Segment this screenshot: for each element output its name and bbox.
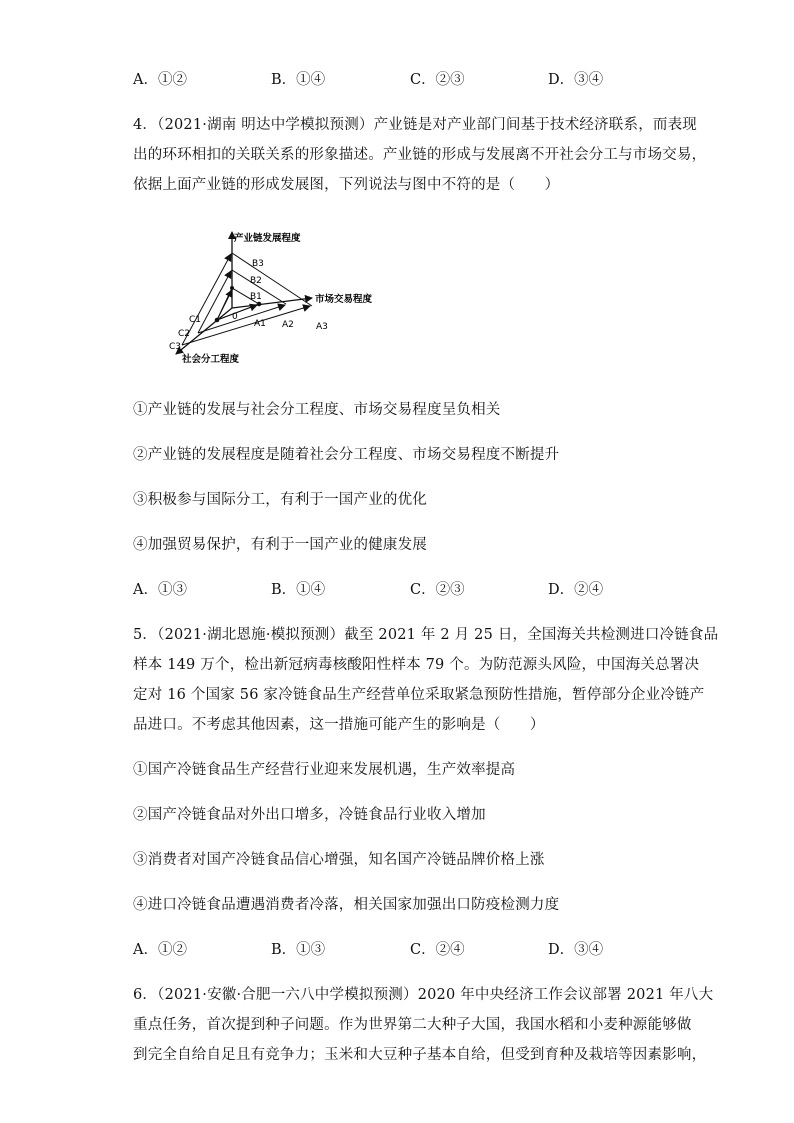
q4-option-d[interactable]: D．②④ [548, 582, 604, 598]
q4-options [133, 578, 693, 600]
q6-stem-line-3: 到完全自给自足且有竞争力；玉米和大豆种子基本自给，但受到育种及栽培等因素影响， [133, 1047, 707, 1063]
q6-stem-line-2: 重点任务，首次提到种子问题。作为世界第二大种子大国，我国水稻和小麦种源能够做 [133, 1017, 692, 1033]
q5-stem-line-3: 定对 16 个国家 56 家冷链食品生产经营单位采取紧急预防性措施，暂停部分企业冷链产 [133, 687, 705, 703]
label-b1: B1 [250, 292, 262, 302]
q3-option-b[interactable]: B．①④ [271, 72, 326, 88]
label-b2: B2 [250, 276, 262, 286]
label-c2: C2 [178, 329, 191, 339]
y-axis-label: 产业链发展程度 [234, 233, 301, 244]
q5-option-d[interactable]: D．③④ [548, 942, 604, 958]
label-a1: A1 [254, 319, 266, 329]
q4-statement-1: ①产业链的发展与社会分工程度、市场交易程度呈负相关 [133, 402, 501, 418]
q4-option-b[interactable]: B．①④ [271, 582, 326, 598]
q5-stem-line-1: 5．（2021·湖北恩施·模拟预测）截至 2021 年 2 月 25 日，全国海关共检测进口冷链食品 [133, 627, 719, 643]
q4-option-c[interactable]: C．②③ [410, 582, 465, 598]
q4-stem-line-2: 出的环环相扣的关联关系的形象描述。产业链的形成与发展离不开社会分工与市场交易， [133, 147, 707, 163]
industry-chain-diagram [160, 226, 390, 370]
q5-stem-line-4: 品进口。不考虑其他因素，这一措施可能产生的影响是（ ） [133, 717, 545, 733]
label-b3: B3 [252, 259, 264, 269]
q3-option-d[interactable]: D．③④ [548, 72, 604, 88]
q3-option-a[interactable]: A．①② [133, 72, 187, 88]
x-axis-label: 市场交易程度 [315, 294, 373, 305]
q4-option-a[interactable]: A．①③ [133, 582, 187, 598]
label-a2: A2 [282, 320, 294, 330]
x-axis [232, 298, 312, 308]
q4-statement-3: ③积极参与国际分工，有利于一国产业的优化 [133, 492, 427, 508]
q5-option-a[interactable]: A．①② [133, 942, 187, 958]
q4-stem-line-1: 4．（2021·湖南 明达中学模拟预测）产业链是对产业部门间基于技术经济联系，而表现 [133, 117, 697, 133]
label-a3: A3 [316, 322, 328, 332]
origin-label: 0 [232, 312, 238, 322]
q4-statement-4: ④加强贸易保护，有利于一国产业的健康发展 [133, 537, 427, 553]
q5-option-b[interactable]: B．①③ [271, 942, 326, 958]
q3-option-c[interactable]: C．②③ [410, 72, 465, 88]
q5-statement-2: ②国产冷链食品对外出口增多，冷链食品行业收入增加 [133, 807, 486, 823]
q5-statement-3: ③消费者对国产冷链食品信心增强，知名国产冷链品牌价格上涨 [133, 852, 545, 868]
q6-stem-line-1: 6．（2021·安徽·合肥一六八中学模拟预测）2020 年中央经济工作会议部署 2021 年八大 [133, 987, 714, 1003]
q5-options [133, 938, 693, 960]
q5-statement-1: ①国产冷链食品生产经营行业迎来发展机遇，生产效率提高 [133, 762, 516, 778]
label-c1: C1 [189, 315, 202, 325]
q5-option-c[interactable]: C．②④ [410, 942, 465, 958]
q5-statement-4: ④进口冷链食品遭遇消费者冷落，相关国家加强出口防疫检测力度 [133, 897, 560, 913]
label-c3: C3 [169, 342, 182, 352]
z-axis-label: 社会分工程度 [182, 354, 240, 365]
q5-stem-line-2: 样本 149 万个，检出新冠病毒核酸阳性样本 79 个。为防范源头风险，中国海关总署决 [133, 657, 700, 673]
q4-statement-2: ②产业链的发展程度是随着社会分工程度、市场交易程度不断提升 [133, 447, 560, 463]
q3-options [133, 68, 693, 90]
q4-stem-line-3: 依据上面产业链的形成发展图，下列说法与图中不符的是（ ） [133, 177, 560, 193]
